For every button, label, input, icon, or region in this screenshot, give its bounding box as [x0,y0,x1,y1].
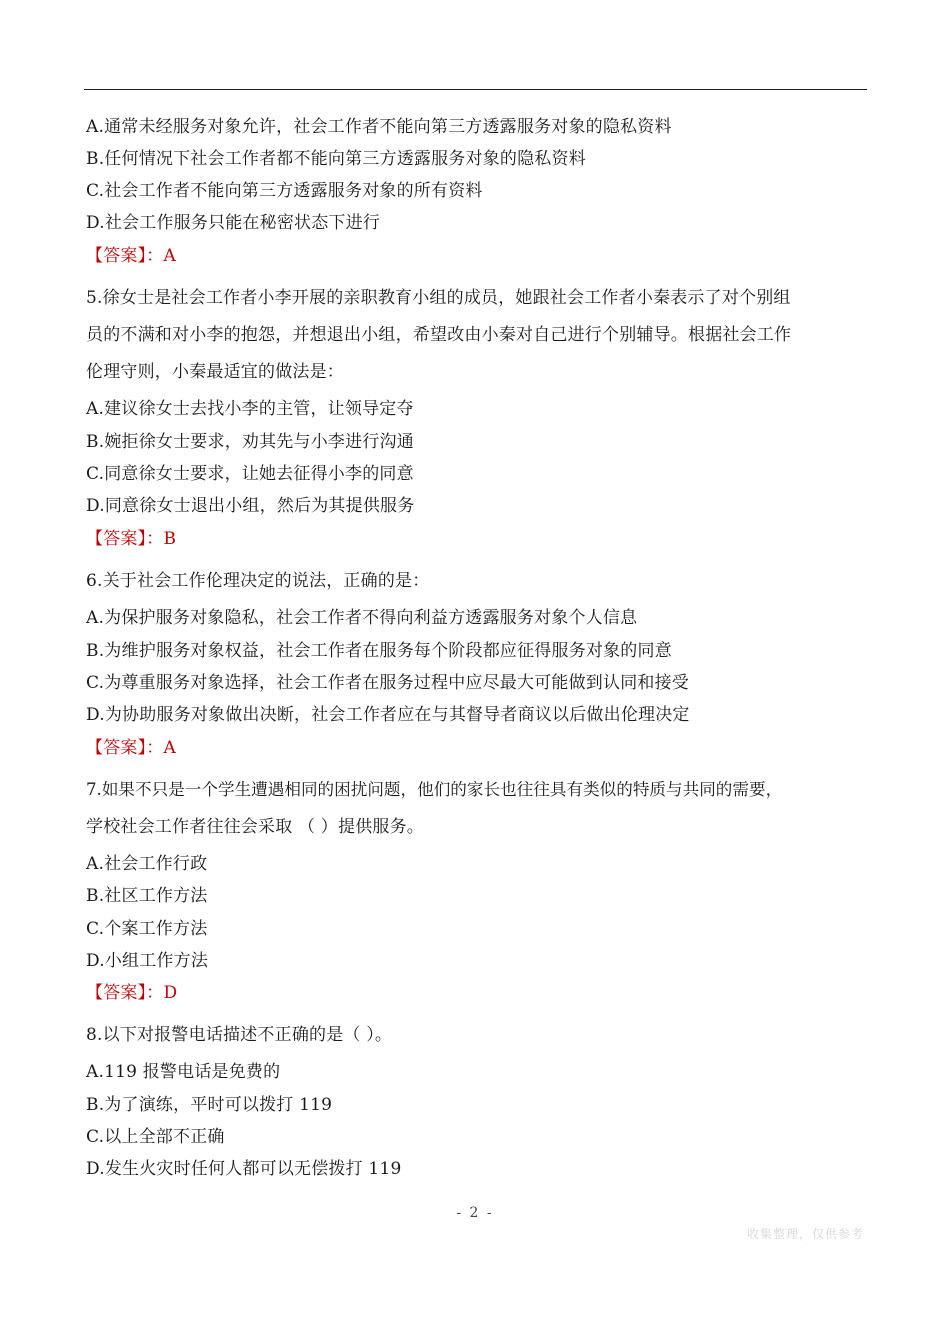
q4-option-a: A.通常未经服务对象允许，社会工作者不能向第三方透露服务对象的隐私资料 [86,117,672,137]
page-number: - 2 - [456,1205,494,1221]
answer-label: 【答案】： [86,738,164,758]
q5-stem-line-2: 员的不满和对小李的抱怨，并想退出小组，希望改由小秦对自己进行个别辅导。根据社会工作 [86,325,792,345]
q6-option-b: B.为维护服务对象权益，社会工作者在服务每个阶段都应征得服务对象的同意 [86,641,672,661]
q5-option-d: D.同意徐女士退出小组，然后为其提供服务 [86,496,415,516]
q7-stem-line-1: 7.如果不只是一个学生遭遇相同的困扰问题，他们的家长也往往具有类似的特质与共同的需要， [86,780,783,799]
answer-value: A [163,738,176,758]
q6-answer [86,737,176,759]
answer-label: 【答案】： [86,983,164,1003]
q5-option-a: A.建议徐女士去找小李的主管，让领导定夺 [86,399,414,419]
q7-option-a: A.社会工作行政 [86,854,208,874]
q6-option-a: A.为保护服务对象隐私，社会工作者不得向利益方透露服务对象个人信息 [86,608,638,628]
q8-option-a: A.119 报警电话是免费的 [86,1062,281,1082]
q7-answer [86,982,177,1004]
q6-option-d: D.为协助服务对象做出决断，社会工作者应在与其督导者商议以后做出伦理决定 [86,705,690,725]
q4-option-c: C.社会工作者不能向第三方透露服务对象的所有资料 [86,181,483,201]
q7-option-b: B.社区工作方法 [86,886,208,906]
answer-value: B [163,529,177,549]
answer-value: A [163,246,176,266]
answer-label: 【答案】： [86,246,164,266]
header-rule [84,89,867,90]
q8-option-d: D.发生火灾时任何人都可以无偿拨打 119 [86,1159,402,1179]
q5-answer [86,528,176,550]
q7-option-c: C.个案工作方法 [86,919,208,939]
q8-option-b: B.为了演练，平时可以拨打 119 [86,1095,333,1115]
q7-stem-line-2: 学校社会工作者往往会采取 （ ）提供服务。 [86,817,425,837]
q4-answer [86,245,176,267]
watermark-text: 收集整理，仅供参考 [746,1227,864,1241]
q6-option-c: C.为尊重服务对象选择，社会工作者在服务过程中应尽最大可能做到认同和接受 [86,673,690,693]
q7-option-d: D.小组工作方法 [86,951,209,971]
q5-stem-line-3: 伦理守则，小秦最适宜的做法是： [86,362,344,382]
answer-value: D [163,983,178,1003]
q5-stem-line-1: 5.徐女士是社会工作者小李开展的亲职教育小组的成员，她跟社会工作者小秦表示了对个别组 [86,288,791,308]
q8-option-c: C.以上全部不正确 [86,1127,225,1147]
q8-stem: 8.以下对报警电话描述不正确的是（ ）。 [86,1025,393,1045]
q6-stem: 6.关于社会工作伦理决定的说法，正确的是： [86,571,430,591]
q5-option-b: B.婉拒徐女士要求，劝其先与小李进行沟通 [86,432,414,452]
q4-option-b: B.任何情况下社会工作者都不能向第三方透露服务对象的隐私资料 [86,149,586,169]
q5-option-c: C.同意徐女士要求，让她去征得小李的同意 [86,464,414,484]
answer-label: 【答案】： [86,529,164,549]
q4-option-d: D.社会工作服务只能在秘密状态下进行 [86,213,381,233]
